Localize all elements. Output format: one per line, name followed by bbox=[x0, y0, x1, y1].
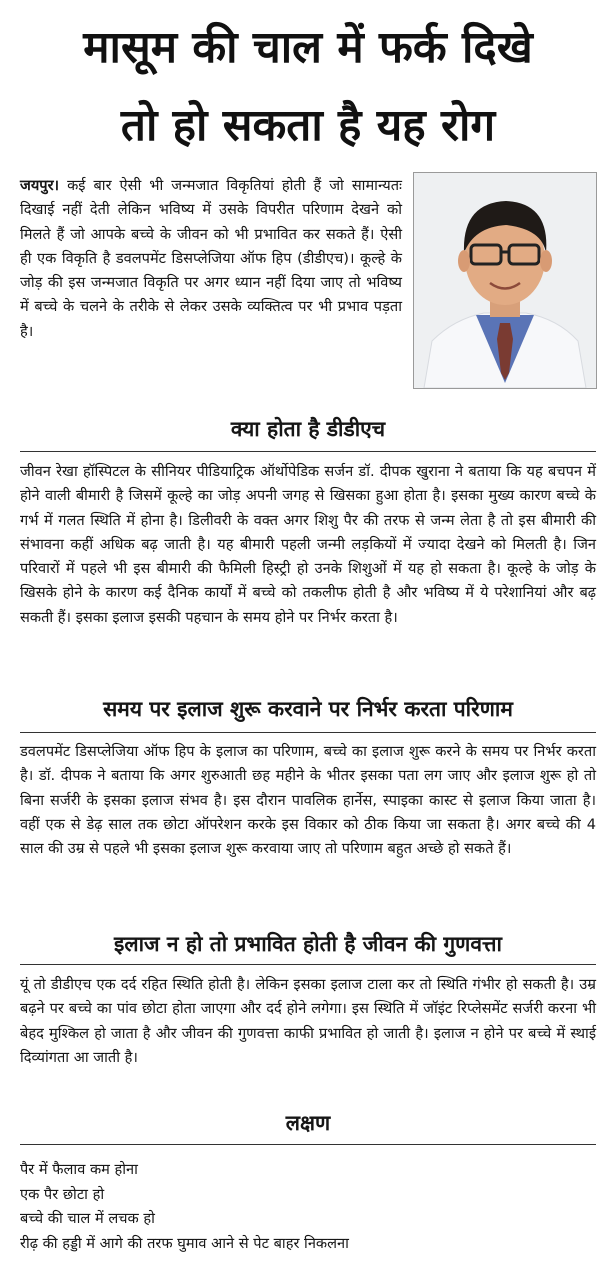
section-heading-quality-of-life: इलाज न हो तो प्रभावित होती है जीवन की गुणवत्ता bbox=[114, 932, 502, 956]
headline-line-2: तो हो सकता है यह रोग bbox=[120, 100, 496, 151]
divider bbox=[20, 1144, 596, 1145]
divider bbox=[20, 732, 596, 733]
doctor-portrait-illustration bbox=[414, 173, 596, 388]
dateline: जयपुर। bbox=[20, 177, 60, 194]
headline-line-1: मासूम की चाल में फर्क दिखे bbox=[83, 22, 533, 73]
list-item: एक पैर छोटा हो bbox=[20, 1185, 105, 1203]
divider bbox=[20, 451, 596, 452]
section-heading-symptoms: लक्षण bbox=[285, 1111, 331, 1135]
list-item: रीढ़ की हड्डी में आगे की तरफ घुमाव आने से पेट बाहर निकलना bbox=[20, 1234, 349, 1252]
doctor-photo bbox=[413, 172, 597, 389]
list-item: पैर में फैलाव कम होना bbox=[20, 1161, 138, 1178]
section1-paragraph: जीवन रेखा हॉस्पिटल के सीनियर पीडियाट्रिक ऑर्थोपेडिक सर्जन डॉ. दीपक खुराना ने बताया कि यह बचपन में होने वाली बीमारी है जिसमें कूल्हे का जोड़ अपनी जगह से खिसका हुआ होता है। इसका मुख्य कारण बच्चे के गर्भ में गलत स्थिति में होना है। डिलीवरी के वक्त अगर शिशु पैर की तरफ से जन्म लेता है तो इस बीमारी की संभावना कहीं अधिक बढ़ जाती है। यह बीमारी पहली जन्मी लड़कियों में ज्यादा देखने को मिलती है। जिन परिवारों में पहले भी इस बीमारी की फैमिली हिस्ट्री हो उनके शिशुओं में यह हो सकता है। कूल्हे के जोड़ के खिसके होने के कारण कई दैनिक कार्यों में बच्चे को तकलीफ होती है और भविष्य में ये परेशानियां और बढ़ सकती हैं। इसका इलाज इसकी पहचान के समय होने पर निर्भर करता है। bbox=[20, 463, 596, 626]
section-heading-what-is-ddh: क्या होता है डीडीएच bbox=[230, 417, 386, 441]
section3-paragraph: यूं तो डीडीएच एक दर्द रहित स्थिति होती है। लेकिन इसका इलाज टाला कर तो स्थिति गंभीर हो सकती है। उम्र बढ़ने पर बच्चे का पांव छोटा होता जाएगा और दर्द होने लगेगा। इस स्थिति में जॉइंट रिप्लेसमेंट सर्जरी करना भी बेहद मुश्किल हो जाता है और जीवन की गुणवत्ता काफी प्रभावित हो जाती है। इलाज न होने पर बच्चे में स्थाई दिव्यांगता आ जाती है। bbox=[20, 976, 596, 1066]
list-item: बच्चे की चाल में लचक हो bbox=[20, 1210, 155, 1227]
symptoms-list bbox=[20, 1158, 596, 1256]
intro-paragraph bbox=[20, 174, 402, 344]
divider bbox=[20, 964, 596, 965]
intro-text: कई बार ऐसी भी जन्मजात विकृतियां होती हैं जो सामान्यतः दिखाई नहीं देती लेकिन भविष्य में उसके विपरीत परिणाम देखने को मिलते हैं जो आपके बच्चे के जीवन को भी प्रभावित कर सकते हैं। ऐसी ही एक विकृति है डवलपमेंट डिसप्लेजिया ऑफ हिप (डीडीएच)। कूल्हे के जोड़ की इस जन्मजात विकृति पर अगर ध्यान नहीं दिया जाए तो भविष्य में बच्चे के चलने के तरीके से लेकर उसके व्यक्तित्व पर भी प्रभाव पड़ता है। bbox=[20, 177, 403, 340]
section-heading-timely-treatment: समय पर इलाज शुरू करवाने पर निर्भर करता परिणाम bbox=[103, 697, 513, 721]
section2-paragraph: डवलपमेंट डिसप्लेजिया ऑफ हिप के इलाज का परिणाम, बच्चे का इलाज शुरू करने के समय पर निर्भर करता है। डॉ. दीपक ने बताया कि अगर शुरुआती छह महीने के भीतर इसका पता लग जाए और इलाज शुरू हो तो बिना सर्जरी के इसका इलाज संभव है। इस दौरान पावलिक हार्नेस, स्पाइका कास्ट से इलाज किया जाता है। वहीं एक से डेढ़ साल तक छोटा ऑपरेशन करके इस विकार को ठीक किया जा सकता है। अगर बच्चे की 4 साल की उम्र से पहले भी इसका इलाज शुरू करवाया जाए तो परिणाम बहुत अच्छे हो सकते हैं। bbox=[20, 743, 596, 858]
